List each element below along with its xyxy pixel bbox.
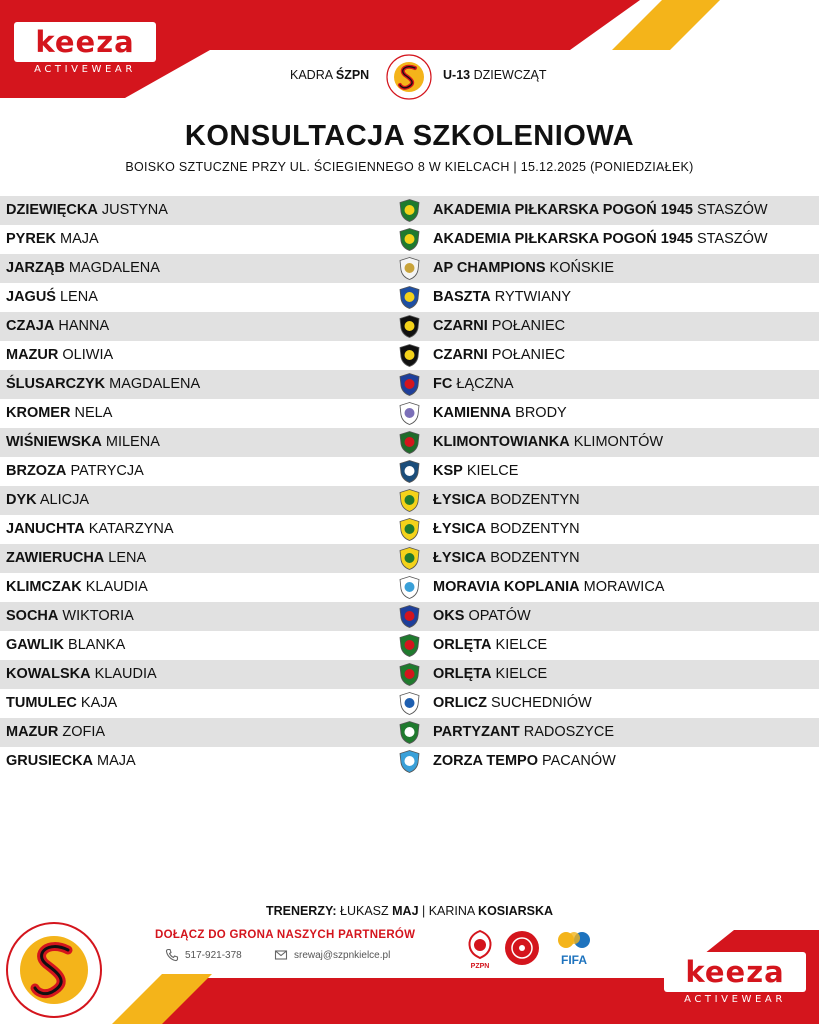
- keeza-footer-logo-text: keeza: [685, 955, 785, 989]
- player-first-name: NELA: [70, 405, 113, 421]
- club-town: KIELCE: [491, 637, 548, 653]
- contact-phone-text: 517-921-378: [185, 949, 242, 961]
- player-first-name: MAGDALENA: [105, 376, 201, 392]
- player-first-name: MAGDALENA: [64, 260, 160, 276]
- player-name: [6, 254, 160, 283]
- club-name: [433, 718, 614, 747]
- player-row: [0, 225, 819, 254]
- pogon-staszow-badge-icon: [397, 227, 422, 252]
- club-name-bold: MORAVIA KOPLANIA: [433, 579, 580, 595]
- club-name: [433, 457, 518, 486]
- orleta-badge-icon: [397, 633, 422, 658]
- player-last-name: PYREK: [6, 231, 56, 247]
- player-row: [0, 341, 819, 370]
- contact-email-text: srewaj@szpnkielce.pl: [294, 949, 391, 961]
- baszta-badge-icon: [397, 285, 422, 310]
- keeza-tagline: ACTIVEWEAR: [34, 64, 136, 75]
- club-name: [433, 254, 614, 283]
- club-town: BRODY: [511, 405, 567, 421]
- club-town: STASZÓW: [692, 231, 768, 247]
- keeza-footer-tagline: ACTIVEWEAR: [684, 994, 786, 1005]
- klimontowianka-badge-icon: [397, 430, 422, 455]
- club-town: BODZENTYN: [486, 521, 580, 537]
- fifa-label: FIFA: [561, 953, 587, 967]
- club-name: [433, 428, 663, 457]
- club-name-bold: KLIMONTOWIANKA: [433, 434, 570, 450]
- club-name: [433, 660, 547, 689]
- club-town: KIELCE: [491, 666, 548, 682]
- partners-cta: DOŁĄCZ DO GRONA NASZYCH PARTNERÓW: [155, 929, 416, 941]
- player-first-name: JUSTYNA: [97, 202, 168, 218]
- coaches-label: TRENERZY:: [265, 904, 337, 918]
- player-first-name: MAJA: [55, 231, 99, 247]
- player-first-name: PATRYCJA: [66, 463, 144, 479]
- club-name-bold: ORLĘTA: [433, 666, 492, 682]
- page-subtitle: BOISKO SZTUCZNE PRZY UL. ŚCIEGIENNEGO 8 W KIELCACH | 15.12.2025 (PONIEDZIAŁEK): [125, 160, 694, 174]
- moravia-badge-icon: [397, 575, 422, 600]
- club-town: BODZENTYN: [486, 492, 580, 508]
- header-left-bold: ŚZPN: [335, 68, 370, 82]
- club-town: RADOSZYCE: [519, 724, 614, 740]
- club-name: [433, 747, 616, 776]
- coach1-first: ŁUKASZ: [336, 904, 393, 918]
- header-right-label: [443, 68, 546, 82]
- player-last-name: GRUSIECKA: [6, 753, 94, 769]
- player-first-name: WIKTORIA: [58, 608, 134, 624]
- player-row: [0, 254, 819, 283]
- player-first-name: MAJA: [93, 753, 136, 769]
- player-name: [6, 283, 98, 312]
- club-town: KLIMONTÓW: [569, 434, 664, 450]
- player-name: [6, 660, 157, 689]
- player-name: [6, 196, 168, 225]
- player-first-name: OLIWIA: [58, 347, 114, 363]
- player-row: [0, 196, 819, 225]
- player-row: [0, 283, 819, 312]
- player-name: [6, 486, 89, 515]
- club-town: MORAWICA: [579, 579, 665, 595]
- club-town: ŁĄCZNA: [452, 376, 514, 392]
- club-name-bold: KAMIENNA: [433, 405, 512, 421]
- player-name: [6, 631, 125, 660]
- player-first-name: ALICJA: [36, 492, 90, 508]
- player-name: [6, 515, 174, 544]
- player-row: [0, 660, 819, 689]
- club-town: STASZÓW: [692, 202, 768, 218]
- player-row: [0, 428, 819, 457]
- player-last-name: KLIMCZAK: [6, 579, 82, 595]
- player-name: [6, 602, 134, 631]
- club-name: [433, 631, 547, 660]
- pogon-staszow-badge-icon: [397, 198, 422, 223]
- player-row: [0, 631, 819, 660]
- club-name-bold: ORLICZ: [433, 695, 487, 711]
- coach1-last: MAJ: [392, 904, 419, 918]
- player-first-name: KATARZYNA: [84, 521, 174, 537]
- ksp-badge-icon: [397, 459, 422, 484]
- club-name: [433, 486, 580, 515]
- coaches-line: [0, 904, 819, 918]
- club-name-bold: FC: [433, 376, 453, 392]
- club-name: [433, 399, 567, 428]
- player-first-name: LENA: [104, 550, 147, 566]
- club-name: [433, 573, 664, 602]
- player-name: [6, 544, 146, 573]
- club-name-bold: ORLĘTA: [433, 637, 492, 653]
- fc-laczna-badge-icon: [397, 372, 422, 397]
- player-name: [6, 457, 144, 486]
- player-last-name: SOCHA: [6, 608, 59, 624]
- player-list: [0, 196, 819, 776]
- keeza-footer-logo: [664, 952, 806, 992]
- player-row: [0, 544, 819, 573]
- zorza-tempo-badge-icon: [397, 749, 422, 774]
- player-last-name: BRZOZA: [6, 463, 67, 479]
- club-town: POŁANIEC: [487, 318, 566, 334]
- player-name: [6, 573, 148, 602]
- club-town: KIELCE: [462, 463, 519, 479]
- club-name-bold: PARTYZANT: [433, 724, 520, 740]
- player-row: [0, 602, 819, 631]
- player-name: [6, 399, 112, 428]
- player-row: [0, 718, 819, 747]
- champions-konskie-badge-icon: [397, 256, 422, 281]
- club-name-bold: ŁYSICA: [433, 521, 487, 537]
- club-name-bold: AP CHAMPIONS: [433, 260, 546, 276]
- keeza-logo: [14, 22, 156, 62]
- coach-separator: | KARINA: [418, 904, 479, 918]
- player-first-name: MILENA: [101, 434, 160, 450]
- oks-opatow-badge-icon: [397, 604, 422, 629]
- pzpn-logo-icon: [460, 928, 500, 972]
- contact-email[interactable]: [274, 948, 390, 962]
- page-title: KONSULTACJA SZKOLENIOWA: [184, 120, 635, 152]
- player-last-name: JANUCHTA: [6, 521, 85, 537]
- player-last-name: KROMER: [6, 405, 71, 421]
- player-last-name: CZAJA: [6, 318, 55, 334]
- player-row: [0, 457, 819, 486]
- uefa-logo-icon: [502, 928, 542, 972]
- player-row: [0, 515, 819, 544]
- player-last-name: DYK: [6, 492, 37, 508]
- contact-phone[interactable]: [165, 948, 242, 962]
- player-last-name: MAZUR: [6, 347, 59, 363]
- lysica-badge-icon: [397, 546, 422, 571]
- player-row: [0, 486, 819, 515]
- phone-icon: [165, 948, 179, 962]
- player-last-name: WIŚNIEWSKA: [6, 434, 102, 450]
- club-town: BODZENTYN: [486, 550, 580, 566]
- player-last-name: KOWALSKA: [6, 666, 91, 682]
- player-last-name: ŚLUSARCZYK: [6, 376, 106, 392]
- club-name-bold: BASZTA: [433, 289, 491, 305]
- club-name-bold: KSP: [433, 463, 463, 479]
- player-first-name: BLANKA: [64, 637, 126, 653]
- player-last-name: DZIEWIĘCKA: [6, 202, 98, 218]
- club-name-bold: ZORZA TEMPO: [433, 753, 538, 769]
- club-town: PACANÓW: [537, 753, 616, 769]
- lysica-badge-icon: [397, 488, 422, 513]
- kamienna-badge-icon: [397, 401, 422, 426]
- club-name-bold: AKADEMIA PIŁKARSKA POGOŃ 1945: [433, 231, 693, 247]
- club-name: [433, 515, 580, 544]
- club-name: [433, 225, 768, 254]
- fifa-logo-icon: [554, 928, 594, 972]
- player-name: [6, 747, 136, 776]
- player-row: [0, 747, 819, 776]
- club-town: SUCHEDNIÓW: [486, 695, 592, 711]
- player-name: [6, 341, 113, 370]
- player-row: [0, 689, 819, 718]
- header-right-bold: U-13: [443, 68, 471, 82]
- club-name: [433, 341, 565, 370]
- club-town: POŁANIEC: [487, 347, 566, 363]
- player-first-name: KLAUDIA: [90, 666, 157, 682]
- czarni-badge-icon: [397, 314, 422, 339]
- header-left-prefix: KADRA: [290, 68, 336, 82]
- player-first-name: KLAUDIA: [81, 579, 148, 595]
- player-name: [6, 689, 117, 718]
- club-name: [433, 196, 768, 225]
- partyzant-badge-icon: [397, 720, 422, 745]
- player-first-name: LENA: [55, 289, 98, 305]
- header-right-suffix: DZIEWCZĄT: [470, 68, 547, 82]
- keeza-logo-text: keeza: [35, 25, 135, 59]
- player-last-name: JAGUŚ: [6, 289, 56, 305]
- club-name-bold: ŁYSICA: [433, 550, 487, 566]
- club-name-bold: CZARNI: [433, 347, 488, 363]
- player-name: [6, 428, 160, 457]
- czarni-badge-icon: [397, 343, 422, 368]
- club-name-bold: AKADEMIA PIŁKARSKA POGOŃ 1945: [433, 202, 693, 218]
- player-last-name: JARZĄB: [6, 260, 65, 276]
- player-first-name: HANNA: [54, 318, 110, 334]
- player-name: [6, 225, 99, 254]
- szpn-crest-icon: [386, 54, 432, 100]
- club-name: [433, 283, 571, 312]
- player-name: [6, 312, 109, 341]
- lysica-badge-icon: [397, 517, 422, 542]
- player-last-name: MAZUR: [6, 724, 59, 740]
- club-town: RYTWIANY: [490, 289, 572, 305]
- club-name: [433, 602, 531, 631]
- player-last-name: ZAWIERUCHA: [6, 550, 105, 566]
- club-name-bold: OKS: [433, 608, 465, 624]
- club-name: [433, 544, 580, 573]
- club-town: OPATÓW: [464, 608, 531, 624]
- orleta-badge-icon: [397, 662, 422, 687]
- pzpn-label: PZPN: [470, 963, 490, 970]
- player-row: [0, 312, 819, 341]
- club-name: [433, 370, 514, 399]
- club-name-bold: CZARNI: [433, 318, 488, 334]
- player-first-name: KAJA: [76, 695, 118, 711]
- player-first-name: ZOFIA: [58, 724, 106, 740]
- player-name: [6, 370, 200, 399]
- club-name: [433, 312, 565, 341]
- mail-icon: [274, 948, 288, 962]
- szpn-footer-crest-icon: [4, 920, 104, 1020]
- header-left-label: [290, 68, 369, 82]
- orlicz-badge-icon: [397, 691, 422, 716]
- player-row: [0, 399, 819, 428]
- player-last-name: GAWLIK: [6, 637, 64, 653]
- club-name-bold: ŁYSICA: [433, 492, 487, 508]
- player-last-name: TUMULEC: [6, 695, 77, 711]
- club-town: KOŃSKIE: [545, 260, 615, 276]
- coach2-last: KOSIARSKA: [478, 904, 554, 918]
- club-name: [433, 689, 592, 718]
- player-name: [6, 718, 105, 747]
- player-row: [0, 573, 819, 602]
- player-row: [0, 370, 819, 399]
